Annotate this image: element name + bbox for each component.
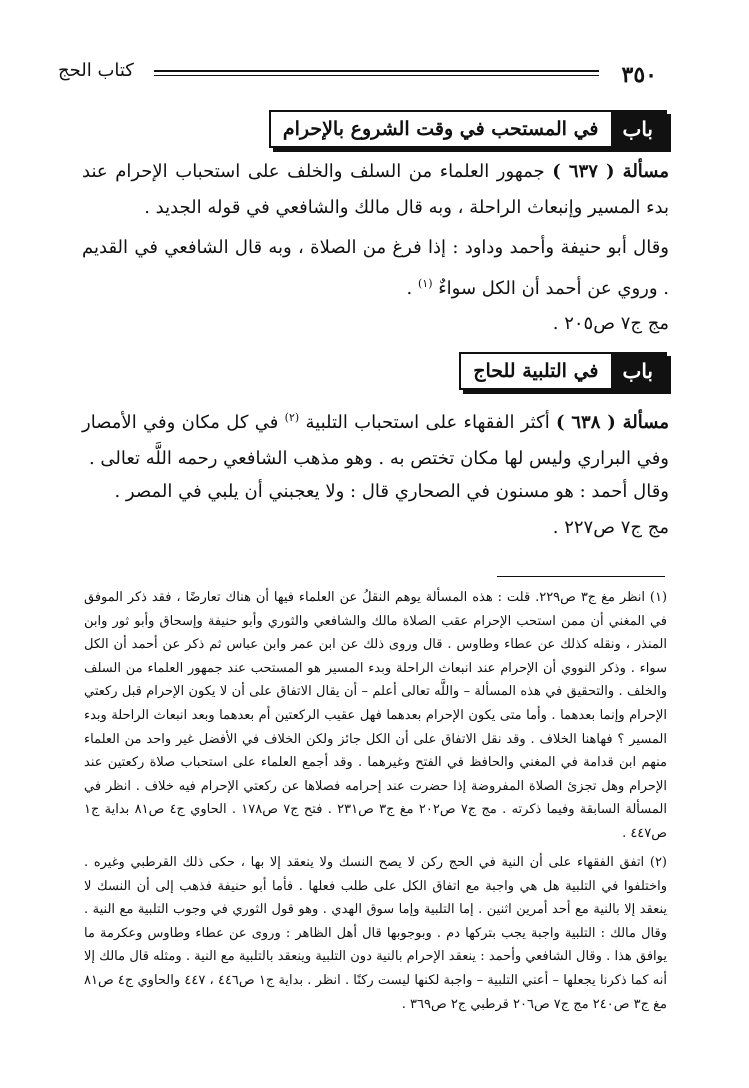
bab-label: باب xyxy=(611,354,666,388)
masala-label: مسألة ( ٦٣٨ ) xyxy=(556,412,669,433)
footnote-separator xyxy=(497,576,665,577)
chapter-banner-2 xyxy=(459,352,667,390)
masala-637 xyxy=(82,154,669,226)
footnote-1: (١) انظر مغ ج٣ ص٢٢٩. قلت : هذه المسألة يوهم النقلُ عن العلماء فيها أن هناك تعارضًا ، فقد ذكر الموفق في المغني أن ممن استحب الإحرام عقب الصلاة مالك والشافعي والثوري وأبو حنيفة وإسحاق وأبو ثور وابن المنذر ، ونقله كذلك عن عطاء وطاوس . قال وروى ذلك عن ابن عمر وابن عباس ثم ذكر عن أحمد أن الكل سواء . وذكر النووي أن الإحرام عند انبعاث الراحلة وبدء المسير هو المستحب عند جمهور العلماء من السلف والخلف . والتحقيق في هذه المسألة – واللَّه تعالى أعلم – أن يقال الاتفاق على أن لا يكون الإحرام قبل ركعتي الإحرام وإنما بعدهما . وأما متى يكون الإحرام بعدهما فهل عقيب الركعتين أم بعدهما وبعد انبعاث الراحلة وبدء المسير ؟ فهاهنا الخلاف . وقد نقل الاتفاق على أن الكل جائز ولكن الخلاف في الأفضل غير واحد من العلماء منهم ابن قدامة في المغني والحافظ في الفتح وغيرهما . وقد أجمع العلماء على استحباب صلاة ركعتين عند الإحرام وهل تجزئ الصلاة المفروضة إذا حضرت عند إحرامه فصلاها عن ركعتي الإحرام فيه خلاف . انظر في المسألة السابقة وفيما ذكرته . مج ج٧ ص٢٠٢ مغ ج٣ ص٢٣١ . فتح ج٧ ص١٧٨ . الحاوي ج٤ ص٨١ بداية ج١ ص٤٤٧ . xyxy=(84,590,668,841)
chapter-title-2: في التلبية للحاج xyxy=(473,360,599,382)
page-number: ٣٥٠ xyxy=(621,62,657,88)
chapter-title-1: في المستحب في وقت الشروع بالإحرام xyxy=(282,118,599,140)
bab-label: باب xyxy=(611,112,666,146)
masala-637-text: جمهور العلماء من السلف والخلف على استحباب الإحرام عند بدء المسير وإنبعاث الراحلة ، وبه قال مالك والشافعي في قوله الجديد . xyxy=(82,161,669,218)
footnote-ref-2: (٢) xyxy=(284,411,300,424)
header-rule xyxy=(154,70,599,76)
reference-1: مج ج٧ ص٢٠٥ . xyxy=(552,313,669,334)
reference-2: مج ج٧ ص٢٢٧ . xyxy=(552,517,669,538)
paragraph-ahmad: وقال أحمد : هو مسنون في الصحاري قال : ولا يعجبني أن يلبي في المصر . xyxy=(114,481,669,502)
book-title: كتاب الحج xyxy=(58,60,134,81)
paragraph-abu-hanifa: وقال أبو حنيفة وأحمد وداود : إذا فرغ من الصلاة ، وبه قال الشافعي في القديم . وروي عن أحمد أن الكل سواءٌ $^{(١)}$ . xyxy=(82,237,669,299)
masala-638: مسألة ( ٦٣٨ ) أكثر الفقهاء على استحباب التلبية $^{(٢)}$ في كل مكان وفي الأمصار وفي البراري وليس لها مكان تختص به . وهو مذهب الشافعي رحمه اللَّه تعالى . xyxy=(82,411,669,469)
chapter-banner-1 xyxy=(269,110,667,148)
footnote-ref-1: (١) xyxy=(417,277,433,290)
running-header xyxy=(58,58,657,88)
masala-label: مسألة ( ٦٣٧ ) xyxy=(552,161,669,182)
footnote-2: (٢) اتفق الفقهاء على أن النية في الحج ركن لا يصح النسك ولا ينعقد إلا بها ، حكى ذلك القرطبي وغيره . واختلفوا في التلبية هل هي واجبة مع اتفاق الكل على طلب فعلها . فأما أبو حنيفة فذهب إلى أن النسك لا ينعقد إلا بالنية مع أحد أمرين اثنين . إما التلبية وإما سوق الهدي . وهو قول الثوري في وجوب التلبية مع النية . وقال مالك : التلبية واجبة يجب بتركها دم . وبوجوبها قال أهل الظاهر : وروى عن عطاء وطاوس وعكرمة ما يوافق هذا . وقال الشافعي وأحمد : ينعقد الإحرام بالنية دون التلبية وينعقد بالتلبية مع النية . ومثله قال مالك إلا أنه كما ذكرنا يجعلها – أعني التلبية – واجبة لكنها ليست ركنًا . انظر . بداية ج١ ص٤٤٦ ، ٤٤٧ والحاوي ج٤ ص٨١ مغ ج٣ ص٢٤٠ مج ج٧ ص٢٠٦ قرطبي ج٢ ص٣٦٩ . xyxy=(84,855,667,1012)
